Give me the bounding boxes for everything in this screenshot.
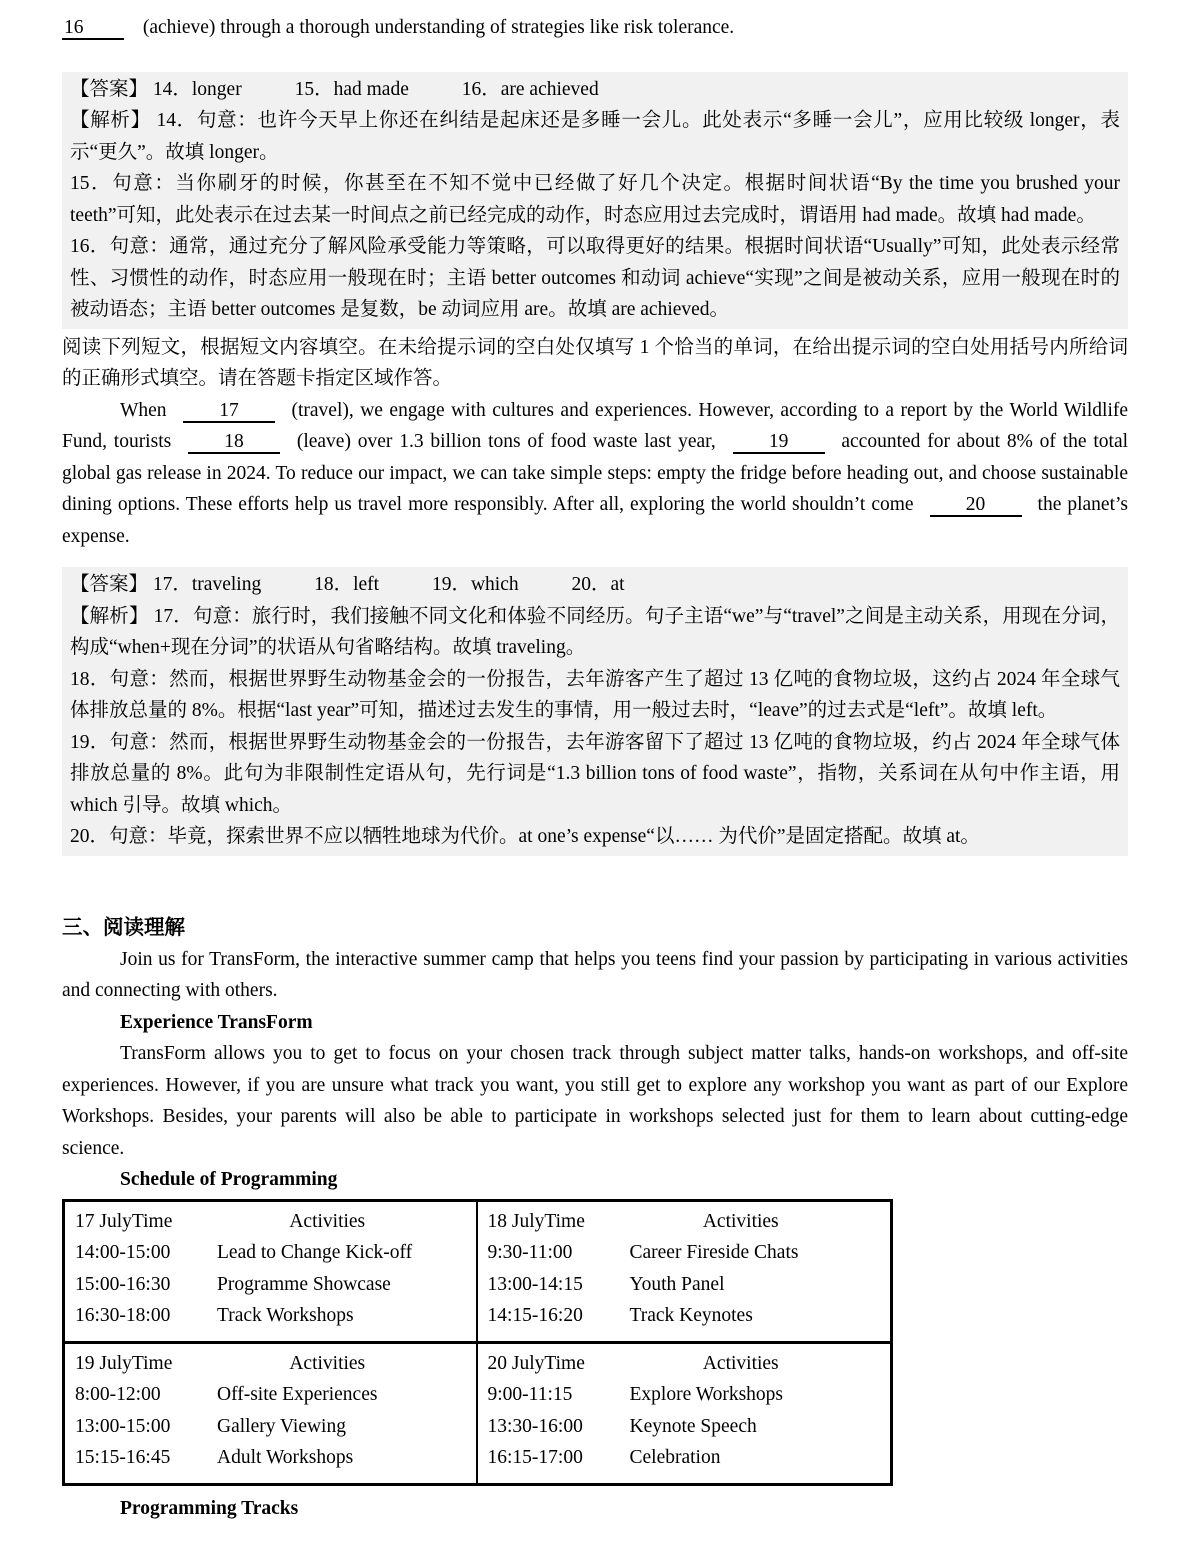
time-slot: 15:00-16:30: [75, 1273, 171, 1295]
activity-name: Explore Workshops: [629, 1384, 784, 1405]
schedule-row: [75, 1411, 470, 1443]
schedule-cell-19-july: [65, 1344, 478, 1483]
schedule-cell-18-july: [478, 1202, 891, 1344]
schedule-row: [75, 1237, 470, 1269]
cloze-line-16-text: (achieve) through a thorough understanding of strategies like risk tolerance.: [142, 17, 735, 38]
activities-header: Activities: [289, 1210, 366, 1232]
answer-line-17-20: [70, 569, 1120, 601]
answer-item: 16．are achieved: [461, 78, 599, 100]
schedule-header-row: [75, 1348, 470, 1380]
schedule-header-row: [488, 1206, 885, 1238]
time-slot: 16:15-17:00: [487, 1447, 583, 1468]
explanation-17: [70, 601, 1120, 664]
cloze-line-16: [62, 12, 1128, 44]
answer-item: 15．had made: [294, 78, 409, 100]
activity-name: Lead to Change Kick-off: [217, 1242, 413, 1263]
activity-name: Track Keynotes: [629, 1305, 753, 1326]
cloze-passage: [62, 395, 1128, 553]
schedule-date: 20 JulyTime: [487, 1352, 585, 1374]
answer-item: 18．left: [314, 574, 380, 595]
schedule-row: [488, 1237, 885, 1269]
tracks-heading: Programming Tracks: [120, 1497, 299, 1519]
schedule-table: [62, 1199, 893, 1486]
time-slot: 13:30-16:00: [487, 1415, 583, 1437]
schedule-header-row: [488, 1348, 885, 1380]
analysis-label: 【解析】: [70, 605, 149, 627]
activity-name: Track Workshops: [217, 1305, 354, 1326]
experience-paragraph: TransForm allows you to get to focus on your chosen track through subject matter talks, hands-on workshops, and off-site experiences. However, if you are unsure what track you want, you still get to explore any workshop you want as part of our Explore Workshops. Besides, your parents will also be able to participate in workshops selected just for them to learn about cutting-edge science.: [62, 1043, 1128, 1159]
explanation-text: 17．句意：旅行时，我们接触不同文化和体验不同经历。句子主语“we”与“travel”之间是主动关系，用现在分词，构成“when+现在分词”的状语从句省略结构。故填 traveling。: [70, 605, 1120, 658]
activity-name: Career Fireside Chats: [629, 1242, 799, 1263]
passage-text-run: the planet’s expense.: [62, 494, 1128, 547]
activities-header: Activities: [702, 1210, 779, 1232]
schedule-cell-17-july: [65, 1202, 478, 1344]
explanation-15: 15．句意：当你刷牙的时候，你甚至在不知不觉中已经做了好几个决定。根据时间状语“By the time you brushed your teeth”可知，此处表示在过去某一时间点之前已经完成的动作，时态应用过去完成时，谓语用 had made。故填 had made。: [70, 173, 1120, 226]
schedule-row: [75, 1442, 470, 1474]
answer-item: 17．traveling: [152, 574, 262, 595]
answer-item: 19．which: [431, 574, 519, 595]
cloze-instructions: 阅读下列短文，根据短文内容填空。在未给提示词的空白处仅填写 1 个恰当的单词，在给出提示词的空白处用括号内所给词的正确形式填空。请在答题卡指定区域作答。: [62, 336, 1128, 389]
activity-name: Youth Panel: [629, 1273, 725, 1295]
activity-name: Programme Showcase: [217, 1273, 391, 1295]
schedule-row: [75, 1379, 470, 1411]
passage-text-run: When: [120, 399, 167, 421]
answer-item: 14．longer: [152, 78, 242, 100]
explanation-14: [70, 105, 1120, 168]
blank-19: 19: [733, 432, 825, 454]
blank-17: 17: [183, 401, 275, 423]
passage-text-run: (leave) over 1.3 billion tons of food waste last year,: [296, 431, 716, 452]
time-slot: 13:00-15:00: [75, 1415, 171, 1437]
activities-header: Activities: [289, 1352, 366, 1374]
time-slot: 8:00-12:00: [75, 1384, 161, 1405]
reading-intro: Join us for TransForm, the interactive summer camp that helps you teens find your passion by participating in various activities and connecting with others.: [62, 948, 1128, 1001]
blank-16: 16: [62, 18, 124, 40]
schedule-row: [75, 1269, 470, 1301]
answer-label: 【答案】: [70, 78, 149, 100]
answer-block-14-16: [62, 72, 1128, 329]
time-slot: 15:15-16:45: [75, 1447, 171, 1468]
passage-text-run: accounted for about 8% of the total global gas release in 2024. To reduce our impact, we can take simple steps: empty the fridge before heading out, and choose sustainable dining options. These efforts help us travel more responsibly. After all, exploring the world shouldn’t come: [62, 431, 1129, 515]
reading-section-heading: 三、阅读理解: [62, 916, 185, 939]
passage-text-run: (travel), we engage with cultures and experiences. However, according to a report by the World Wildlife Fund, tourists: [62, 399, 1129, 452]
time-slot: 9:30-11:00: [487, 1242, 573, 1263]
explanation-19: 19．句意：然而，根据世界野生动物基金会的一份报告，去年游客留下了超过 13 亿吨的食物垃圾，约占 2024 年全球气体排放总量的 8%。此句为非限制性定语从句，先行词是“1.3 billion tons of food waste”，指物，关系词在从句中作主语，用 which 引导。故填 which。: [70, 731, 1120, 816]
activity-name: Celebration: [629, 1447, 721, 1468]
schedule-row: [488, 1379, 885, 1411]
schedule-cell-20-july: [478, 1344, 891, 1483]
time-slot: 14:00-15:00: [75, 1242, 171, 1263]
explanation-20: 20．句意：毕竟，探索世界不应以牺牲地球为代价。at one’s expense“以…… 为代价”是固定搭配。故填 at。: [70, 826, 980, 847]
explanation-18: 18．句意：然而，根据世界野生动物基金会的一份报告，去年游客产生了超过 13 亿吨的食物垃圾，这约占 2024 年全球气体排放总量的 8%。根据“last year”可知，描述过去发生的事情，用一般过去时，“leave”的过去式是“left”。故填 left。: [70, 668, 1120, 721]
schedule-row: [488, 1442, 885, 1474]
explanation-text: 14．句意：也许今天早上你还在纠结是起床还是多睡一会儿。此处表示“多睡一会儿”，应用比较级 longer，表示“更久”。故填 longer。: [70, 110, 1120, 163]
answer-block-17-20: [62, 567, 1128, 856]
analysis-label: 【解析】: [70, 110, 151, 131]
experience-heading: Experience TransForm: [120, 1011, 313, 1033]
blank-20: 20: [930, 495, 1022, 517]
schedule-date: 18 JulyTime: [487, 1210, 585, 1232]
schedule-date: 19 JulyTime: [75, 1352, 173, 1374]
time-slot: 9:00-11:15: [487, 1384, 573, 1405]
answer-label: 【答案】: [70, 574, 149, 595]
activity-name: Keynote Speech: [629, 1415, 757, 1437]
time-slot: 14:15-16:20: [487, 1305, 583, 1326]
schedule-row: [488, 1300, 885, 1332]
explanation-16: 16．句意：通常，通过充分了解风险承受能力等策略，可以取得更好的结果。根据时间状语“Usually”可知，此处表示经常性、习惯性的动作，时态应用一般现在时；主语 better outcomes 和动词 achieve“实现”之间是被动关系，应用一般现在时的被动语态；主语 better outcomes 是复数，be 动词应用 are。故填 are achieved。: [70, 236, 1120, 320]
schedule-row: [488, 1411, 885, 1443]
activity-name: Adult Workshops: [217, 1447, 354, 1468]
schedule-row: [75, 1300, 470, 1332]
answer-line-14-16: [70, 74, 1120, 106]
schedule-row: [488, 1269, 885, 1301]
blank-18: 18: [188, 432, 280, 454]
schedule-header-row: [75, 1206, 470, 1238]
schedule-date: 17 JulyTime: [75, 1210, 173, 1232]
time-slot: 13:00-14:15: [487, 1273, 583, 1295]
time-slot: 16:30-18:00: [75, 1305, 171, 1326]
activity-name: Off-site Experiences: [217, 1384, 378, 1405]
activity-name: Gallery Viewing: [217, 1415, 346, 1437]
answer-item: 20．at: [571, 574, 625, 595]
activities-header: Activities: [702, 1352, 779, 1374]
schedule-heading: Schedule of Programming: [120, 1169, 338, 1190]
